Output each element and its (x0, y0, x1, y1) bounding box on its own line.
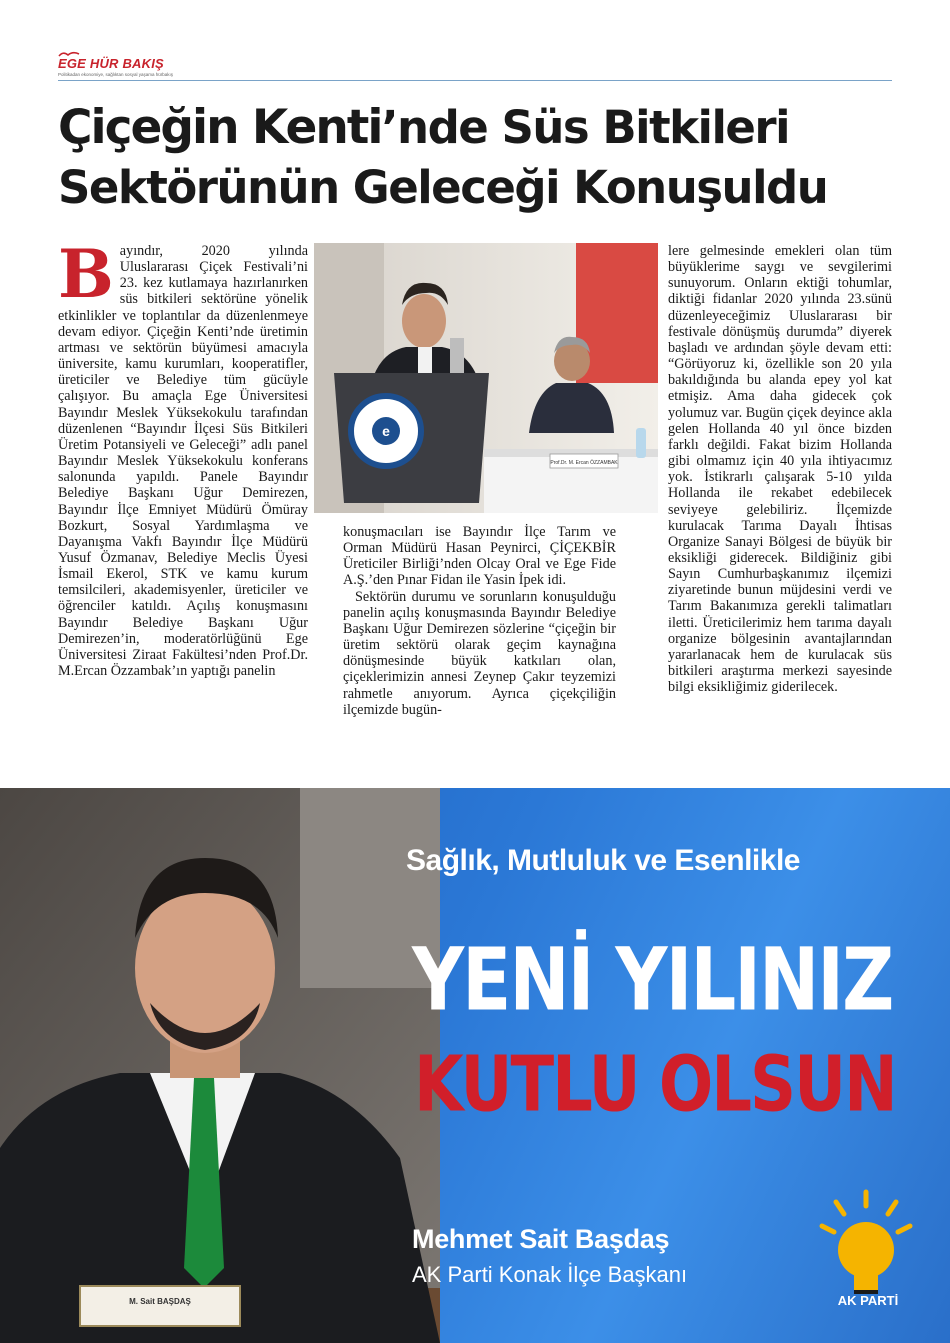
photo-nameplate: Prof.Dr. M. Ercan ÖZZAMBAK (550, 460, 618, 466)
headline-rest: ’nde Süs Bitkileri (381, 101, 790, 154)
article-paragraph: konuşmacıları ise Bayındır İlçe Tarım ve Orman Müdürü Hasan Peynirci, ÇİÇEKBİR Üreticiler Birliği’nden Olcay Oral ve Ege Fide A.Ş.’den Pınar Fidan ile Yasin İpek idi. (343, 524, 616, 589)
article-photo (314, 243, 658, 513)
ad-portrait (0, 788, 440, 1343)
article-column-3 (668, 243, 892, 695)
ad-greeting: Sağlık, Mutluluk ve Esenlikle (406, 844, 800, 877)
headline-bold: Çiçeğin Kenti (58, 100, 382, 155)
article-headline (58, 98, 918, 218)
drop-cap: B (58, 235, 114, 313)
ad-headline-new-year: YENİ YILINIZ (412, 929, 893, 1030)
ad-nameplate: M. Sait BAŞDAŞ (129, 1297, 191, 1306)
ad-person-name: Mehmet Sait Başdaş (412, 1224, 670, 1254)
masthead-slogan: Politikadan ekonomiye, sağlıktan sosyal yaşama hürbakış (58, 72, 174, 77)
article-paragraph: Sektörün durumu ve sorunların konuşulduğu panelin açılış konuşmasında Bayındır Belediye Başkanı Uğur Demirezen sözlerine “çiçeğin bir üretim sektörü olarak geçim kaynağına dönüşmesinde büyük katkıları olan, çiçeklerimizin annesi Zeynep Çakır teyzemizi rahmetle anıyorum. Ayrıca çiçekçiliğin ilçemizde bugün- (343, 588, 616, 718)
masthead-brand[interactable]: EGE HÜR BAKIŞ (58, 56, 164, 71)
ak-parti-logo-text: AK PARTİ (837, 1293, 899, 1308)
article-column-2 (343, 524, 616, 718)
ad-person-title: AK Parti Konak İlçe Başkanı (412, 1262, 688, 1287)
panel-photo-illustration (314, 243, 658, 513)
headline-line2: Sektörünün Geleceği Konuşuldu (58, 161, 828, 214)
svg-text:e: e (382, 423, 390, 439)
article-paragraph: ayındır, 2020 yılında Uluslararası Çiçek Festivali’ni 23. kez kutlamaya hazırlanırken süs bitkileri sektörüne yönelik etkinlikler ve toplantılar da düzenlenmeye devam ediyor. Çiçeğin Kenti’nde üretimin artması ve sektörün büyümesi amacıyla üniversite, kamu kurumları, kooperatifler, üreticiler ve Belediye tüm gücüyle çalışıyor. Bu amaçla Ege Üniversitesi Bayındır Meslek Yüksekokulu tarafından düzenlenen “Bayındır İlçesi Süs Bitkileri Üretim Potansiyeli ve Geleceği” adlı panel Bayındır Meslek Yüksekokulu konferans salonunda yapıldı. Panele Bayındır Belediye Başkanı Uğur Demirezen, Bayındır İlçe Emniyet Müdürü Ömüray Bozkurt, Sosyal Yardımlaşma ve Dayanışma Vakfı Bayındır İlçe Müdürü Yusuf Özmanav, Belediye Meclis Üyesi İsmail Ekerol, STK ve kamu kurum temsilcileri, akademisyenler, üreticiler ve öğrenciler katıldı. Açılış konuşmasını Bayındır Belediye Başkanı Uğur Demirezen’in, moderatörlüğünü Ege Üniversitesi Ziraat Fakültesi’nden Prof.Dr. M.Ercan Özzambak’ın yaptığı panelin (58, 243, 308, 680)
ad-headline-congrats: KUTLU OLSUN (414, 1041, 896, 1130)
article-paragraph: lere gelmesinde emekleri olan tüm büyüklerime saygı ve sevgilerimi sunuyorum. Onların ektiği tohumlar, diktiği fidanlar 2020 yılında 23.sünü düzenleyeceğimiz Uluslararası bir festivale dönüşmüş durumda” diyerek başladı ve ardından şöyle devam etti: “Görüyoruz ki, özellikle son 20 yıla bakıldığında bu alanda epey yol kat etmişiz. Ama daha gidecek çok yolumuz var. Bugün çiçek deyince akla gelen Hollanda 40 yıl önce bizden farklı değildi. Fakat bizim Hollanda gibi olmamız için 40 yıla ihtiyacımız yok. İstikrarlı çalışarak 5-10 yılda Hollanda ile rekabet edebilecek seviyeye gelebiliriz. İlçemizde kurulacak Tarıma Dayalı İhtisas Organize Sanayi Bölgesi de büyük bir eksikliği giderecek. Bildiğiniz gibi Sayın Cumhurbaşkanımız ilçemizi ziyaretinde bunun müjdesini verdi ve Tarım Bakanımıza gerekli talimatları iletti. Üreticilerimiz hem tarıma dayalı organize bölgesinin avantajlarından yararlanacak hem de kurulacak süs bitkileri araştırma merkezi sayesinde bilgi eksikliğimiz giderilecek. (668, 243, 892, 696)
header-rule (58, 80, 892, 81)
article-column-1 (58, 235, 308, 680)
masthead (58, 50, 258, 80)
